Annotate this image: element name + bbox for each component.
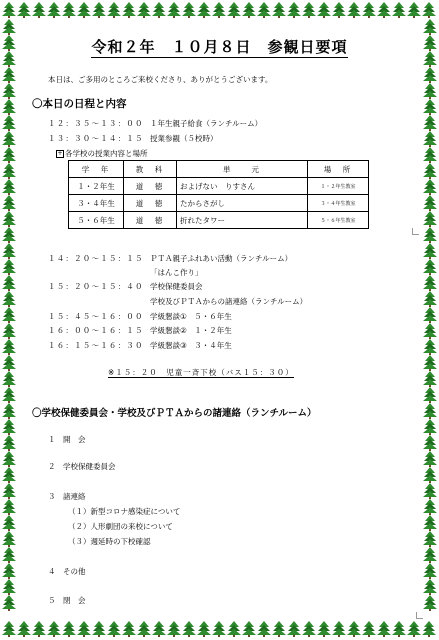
schedule-row: １５：２０～１５：４０ 学校保健委員会 [48,282,203,291]
agenda-subitem: （３）週延時の下校確認 [68,537,151,546]
schedule-row: １６：００～１６：１５ 学級懇談② １・２年生 [48,326,232,335]
tree-icon [2,547,16,563]
tree-icon [2,19,16,35]
tree-icon [423,483,437,499]
table-row: ３・４年生 道 徳 たからさがし ３・４年生教室 [69,195,369,212]
tree-icon [423,355,437,371]
page-title: 令和２年 １０月８日 参観日要項 [91,38,348,56]
tree-icon [2,275,16,291]
agenda-subitem: （２）人形劇団の来校について [68,522,173,531]
table-row: ５・６年生 道 徳 折れたタワー ５・６年生教室 [69,212,369,229]
schedule-row: 学校及びＰＴＡからの諸連絡（ランチルーム） [150,297,308,306]
tree-icon [2,195,16,211]
tree-icon [2,243,16,259]
tree-icon [423,467,437,483]
section1-heading: 〇本日の日程と内容 [32,98,127,110]
agenda-item: ２ 学校保健委員会 [48,462,116,471]
agenda-item: ５ 閉 会 [48,596,86,605]
tree-icon [423,179,437,195]
tree-icon [2,131,16,147]
tree-icon [423,515,437,531]
tree-icon [2,563,16,579]
schedule-row: １５：４５～１６：００ 学級懇談① ５・６年生 [48,312,232,321]
document-page [18,14,421,626]
tree-icon [423,211,437,227]
table-caption: + 各学校の授業内容と場所 [57,149,148,158]
tree-icon [2,147,16,163]
tree-icon [2,419,16,435]
tree-icon [2,387,16,403]
tree-icon [2,2,16,18]
tree-icon [423,595,437,611]
tree-icon [423,99,437,115]
tree-icon [2,621,16,637]
tree-icon [2,355,16,371]
tree-icon [423,291,437,307]
section2-heading: 〇学校保健委員会・学校及びＰＴＡからの諸連絡（ランチルーム） [32,408,317,419]
agenda-item: １ 開 会 [48,435,86,444]
tree-icon [423,371,437,387]
tree-icon [423,131,437,147]
tree-icon [2,259,16,275]
agenda-item: ４ その他 [48,567,86,576]
tree-icon [2,67,16,83]
tree-icon [423,275,437,291]
table-resize-handle[interactable] [412,228,419,235]
tree-icon [423,259,437,275]
tree-icon [423,147,437,163]
tree-icon [2,403,16,419]
table-row: １・２年生 道 徳 およげない りすさん １・２年生教室 [69,178,369,195]
tree-icon [423,19,437,35]
tree-icon [2,291,16,307]
tree-icon [423,227,437,243]
tree-icon [2,499,16,515]
tree-icon [423,499,437,515]
tree-icon [423,115,437,131]
schedule-row: １６：１５～１６：３０ 学級懇談③ ３・４年生 [48,341,232,350]
tree-icon [423,339,437,355]
tree-icon [2,467,16,483]
tree-icon [2,435,16,451]
tree-icon [2,99,16,115]
tree-icon [422,621,436,637]
schedule-row: 「はんこ作り」 [150,268,203,277]
tree-icon [422,2,436,18]
agenda-item: ３ 諸連絡 [48,492,86,501]
tree-icon [2,371,16,387]
class-schedule-table [68,160,369,229]
tree-icon [423,563,437,579]
tree-icon [2,323,16,339]
tree-icon [2,531,16,547]
tree-icon [2,83,16,99]
dismissal-note: ※１５：２０ 児童一斉下校（バス１５：３０） [108,368,294,377]
tree-icon [423,531,437,547]
tree-icon [423,579,437,595]
tree-icon [423,387,437,403]
schedule-row: １３：３０～１４：１５ 授業参観（５校時） [48,134,218,143]
tree-icon [2,339,16,355]
tree-icon [2,51,16,67]
tree-icon [2,515,16,531]
tree-icon [423,83,437,99]
tree-icon [2,179,16,195]
tree-icon [423,323,437,339]
table-move-handle-icon[interactable]: + [57,150,63,157]
tree-icon [2,483,16,499]
tree-icon [2,595,16,611]
tree-icon [2,211,16,227]
tree-icon [423,163,437,179]
greeting-text: 本日は、ご多用のところご来校くださり、ありがとうございます。 [48,75,273,84]
tree-icon [423,195,437,211]
tree-icon [423,243,437,259]
tree-icon [423,403,437,419]
schedule-row: １２：３５～１３：００ １年生親子給食（ランチルーム） [48,119,263,128]
tree-icon [423,451,437,467]
tree-icon [423,67,437,83]
tree-icon [2,451,16,467]
tree-icon [423,435,437,451]
tree-icon [423,547,437,563]
tree-icon [2,163,16,179]
tree-icon [423,35,437,51]
tree-icon [2,115,16,131]
tree-icon [2,307,16,323]
tree-icon [423,51,437,67]
tree-icon [2,579,16,595]
tree-icon [2,227,16,243]
agenda-subitem: （１）新型コロナ感染症について [68,507,181,516]
table-header-row: 学 年 教 科 単 元 場 所 [69,161,369,178]
tree-icon [423,307,437,323]
schedule-row: １４：２０～１５：１５ ＰＴＡ親子ふれあい活動（ランチルーム） [48,254,293,263]
tree-icon [2,35,16,51]
page-margin-marker [416,612,423,619]
tree-icon [423,419,437,435]
